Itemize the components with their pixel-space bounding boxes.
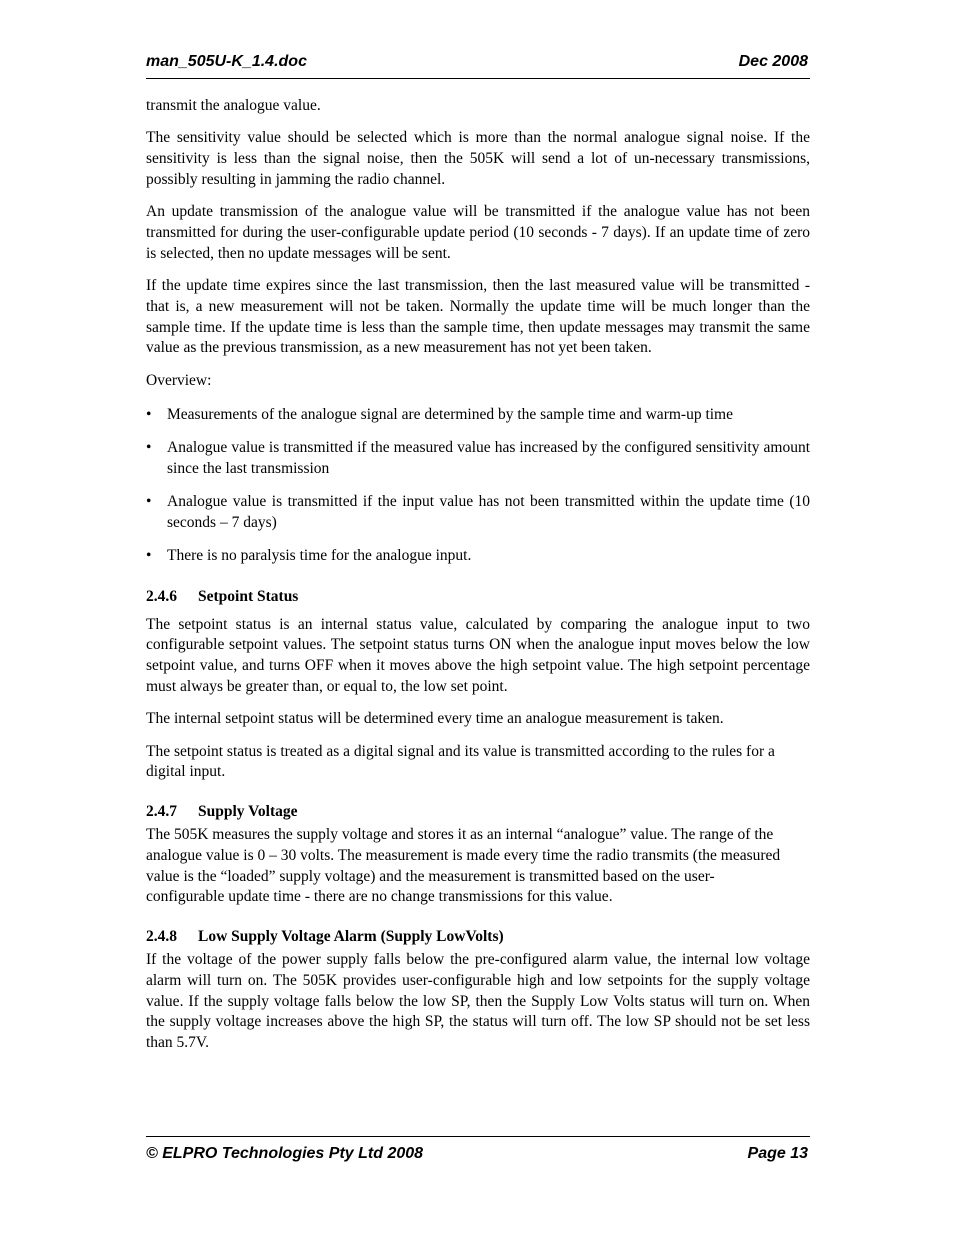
bullet-item [146,438,810,480]
paragraph: The sensitivity value should be selected which is more than the normal analogue signal noise. If the sensitivity is less than the signal noise, then the 505K will send a lot of un-necessary transmissions, possibly resulting in jamming the radio channel. [146,129,810,188]
bullet-text: There is no paralysis time for the analogue input. [167,547,472,565]
overview-label: Overview: [146,371,212,389]
section-number: 2.4.6 [146,587,177,605]
header-doc-name: man_505U-K_1.4.doc [146,53,307,70]
bullet-text: Analogue value is transmitted if the measured value has increased by the configured sensitivity amount since the last transmission [167,438,810,477]
paragraph: If the update time expires since the last transmission, then the last measured value will be transmitted - that is, a new measurement will not be taken. Normally the update time will be much longer than the sample time. If the update time is less than the sample time, then update messages may transmit the same value as the previous transmission, as a new measurement has not yet been taken. [146,277,810,357]
bullet-icon: • [146,547,152,565]
section-title: Low Supply Voltage Alarm (Supply LowVolts) [198,928,504,946]
page-header [146,52,810,79]
section-number: 2.4.8 [146,928,177,946]
bullet-item [146,492,810,534]
paragraph: The setpoint status is treated as a digital signal and its value is transmitted according to the rules for a digital input. [146,742,775,781]
bullet-item [146,405,810,426]
page-body [146,96,810,1065]
section-title: Supply Voltage [198,803,298,821]
paragraph: The internal setpoint status will be determined every time an analogue measurement is taken. [146,710,724,728]
bullet-icon: • [146,438,152,456]
footer-copyright: © ELPRO Technologies Pty Ltd 2008 [146,1145,424,1162]
paragraph: transmit the analogue value. [146,97,321,114]
header-date: Dec 2008 [738,53,808,70]
section-number: 2.4.7 [146,803,177,821]
bullet-item [146,546,810,567]
section-heading-2-4-6 [146,587,810,608]
bullet-text: Analogue value is transmitted if the input value has not been transmitted within the update time (10 seconds – 7 days) [167,492,810,531]
footer-page-number: Page 13 [747,1145,808,1162]
bullet-text: Measurements of the analogue signal are determined by the sample time and warm-up time [167,405,733,423]
paragraph: The setpoint status is an internal status value, calculated by comparing the analogue input to two configurable setpoint values. The setpoint status turns ON when the analogue input moves below the low setpoint value, and turns OFF when it moves above the high setpoint value. The high setpoint percentage must always be greater than, or equal to, the low set point. [146,615,810,696]
page-footer [146,1136,810,1167]
overview-bullet-list [146,405,810,567]
paragraph: An update transmission of the analogue value will be transmitted if the analogue value has not been transmitted for during the user-configurable update period (10 seconds - 7 days). If an update time of zero is selected, then no update messages will be sent. [146,203,810,262]
section-heading-2-4-8 [146,927,810,948]
bullet-icon: • [146,405,152,423]
section-heading-2-4-7 [146,802,810,823]
paragraph: If the voltage of the power supply falls below the pre-configured alarm value, the internal low voltage alarm will turn on. The 505K provides user-configurable high and low setpoints for the supply voltage value. If the supply voltage falls below the low SP, then the Supply Low Volts status will turn on. When the supply voltage increases above the high SP, the status will turn off. The low SP should not be set less than 5.7V. [146,951,810,1052]
section-title: Setpoint Status [198,587,299,605]
paragraph: The 505K measures the supply voltage and stores it as an internal “analogue” value. The range of the analogue value is 0 – 30 volts. The measurement is made every time the radio transmits (the measured value is the “loaded” supply voltage) and the measurement is transmitted based on the user-configurable update time - there are no change transmissions for this value. [146,826,781,906]
bullet-icon: • [146,492,152,510]
